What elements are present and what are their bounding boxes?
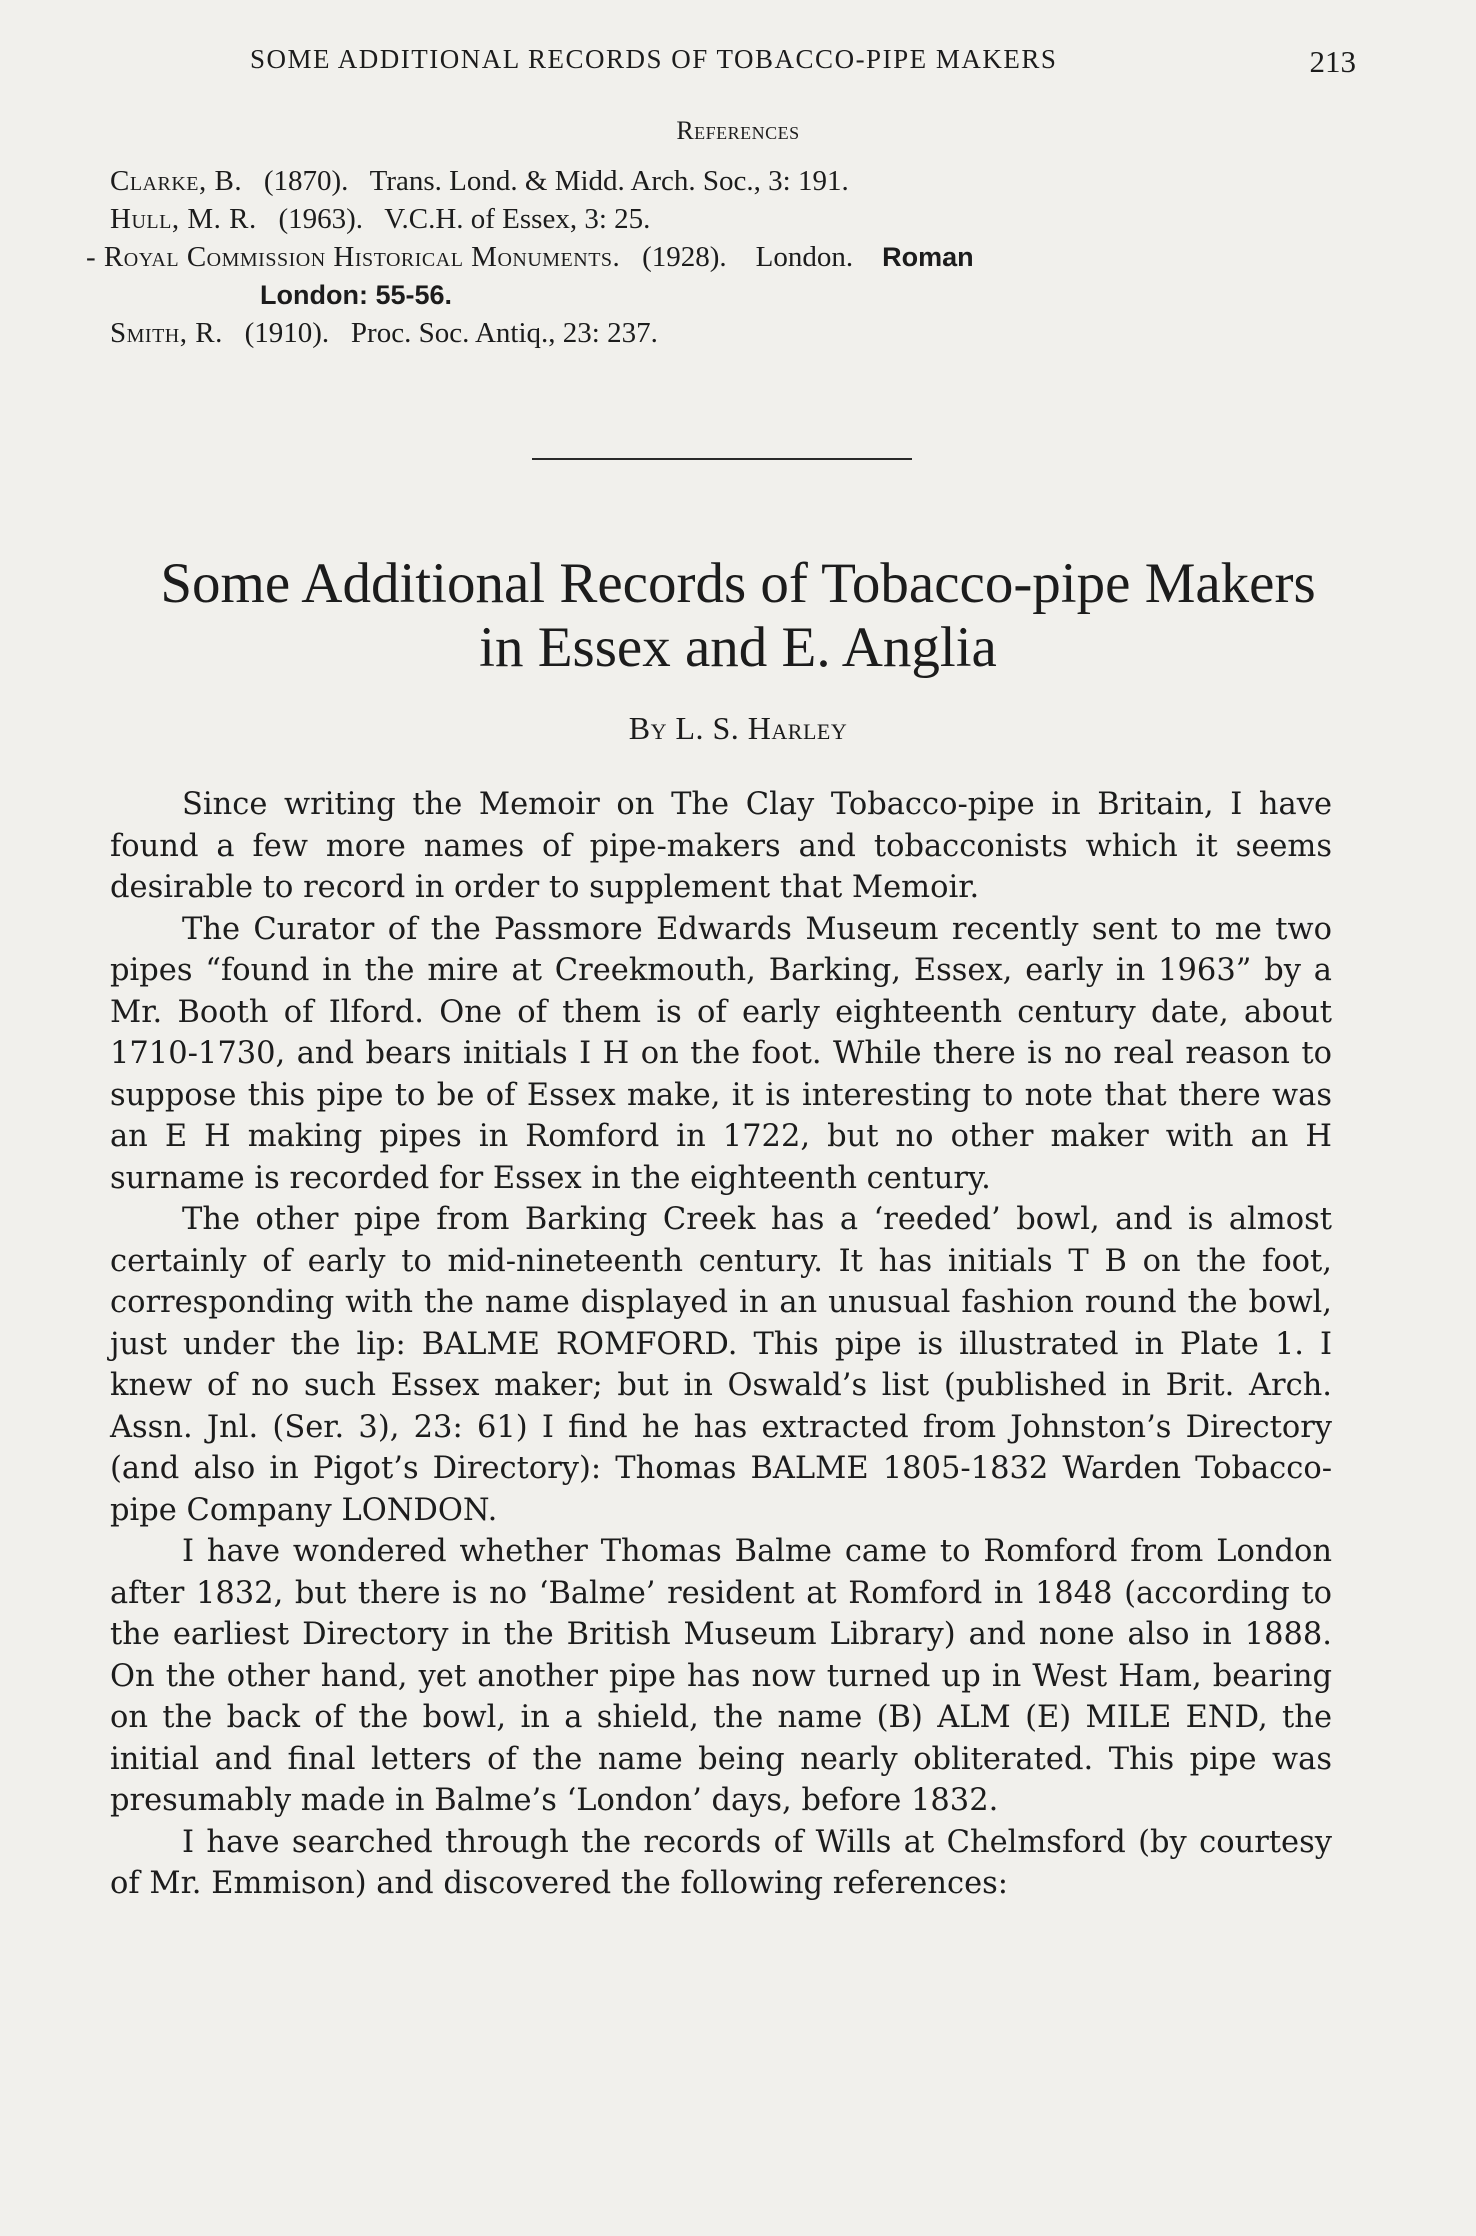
page-number: 213 bbox=[1309, 44, 1356, 79]
reference-item: - Royal Commission Historical Monuments. (1928). London. Roman bbox=[86, 241, 974, 273]
reference-item-continuation: London: 55-56. bbox=[260, 280, 453, 310]
references-heading: References bbox=[676, 116, 800, 145]
paragraph: The other pipe from Barking Creek has a ‘reeded’ bowl, and is almost certainly of early to mid-nineteenth century. It has initials T B on the foot, corresponding with the name displayed in an unusual fashion round the bowl, just under the lip: BALME ROMFORD. This pipe is illustrated in Plate 1. I knew of no such Essex maker; but in Oswald’s list (published in Brit. Arch. Assn. Jnl. (Ser. 3), 23: 61) I find he has extracted from Johnston’s Directory (and also in Pigot’s Directory): Thomas BALME 1805-1832 Warden Tobacco-pipe Company LONDON. bbox=[110, 1202, 1332, 1528]
section-divider bbox=[532, 458, 912, 460]
paragraph: Since writing the Memoir on The Clay Tobacco-pipe in Britain, I have found a few more names of pipe-makers and tobacconists which it seems desirable to record in order to supplement that Memoir. bbox=[110, 787, 1332, 905]
reference-item: Clarke, B. (1870). Trans. Lond. & Midd. Arch. Soc., 3: 191. bbox=[110, 165, 849, 197]
reference-item: Smith, R. (1910). Proc. Soc. Antiq., 23: 237. bbox=[110, 317, 658, 349]
paragraph: I have searched through the records of Wills at Chelmsford (by courtesy of Mr. Emmison) and discovered the following references: bbox=[110, 1824, 1332, 1901]
running-title: SOME ADDITIONAL RECORDS OF TOBACCO-PIPE MAKERS bbox=[250, 44, 1058, 74]
running-head bbox=[250, 44, 1356, 80]
paragraph: The Curator of the Passmore Edwards Museum recently sent to me two pipes “found in the mire at Creekmouth, Barking, Essex, early in 1963” by a Mr. Booth of Ilford. One of them is of early eighteenth century date, about 1710-1730, and bears initials I H on the foot. While there is no real reason to suppose this pipe to be of Essex make, it is interesting to note that there was an E H making pipes in Romford in 1722, but no other maker with an H surname is recorded for Essex in the eighteenth century. bbox=[110, 911, 1332, 1196]
article-title bbox=[0, 552, 1476, 680]
byline: By L. S. Harley bbox=[628, 710, 848, 746]
article-title-line: Some Additional Records of Tobacco-pipe Makers bbox=[160, 552, 1316, 615]
article-body bbox=[110, 784, 1332, 1905]
references-list bbox=[86, 162, 1350, 352]
article-title-line: in Essex and E. Anglia bbox=[479, 616, 997, 679]
paragraph: I have wondered whether Thomas Balme came to Romford from London after 1832, but there is no ‘Balme’ resident at Romford in 1848 (according to the earliest Directory in the British Museum Library) and none also in 1888. On the other hand, yet another pipe has now turned up in West Ham, bearing on the back of the bowl, in a shield, the name (B) ALM (E) MILE END, the initial and final letters of the name being nearly obliterated. This pipe was presumably made in Balme’s ‘London’ days, before 1832. bbox=[110, 1534, 1332, 1818]
reference-item: Hull, M. R. (1963). V.C.H. of Essex, 3: 25. bbox=[110, 203, 651, 235]
